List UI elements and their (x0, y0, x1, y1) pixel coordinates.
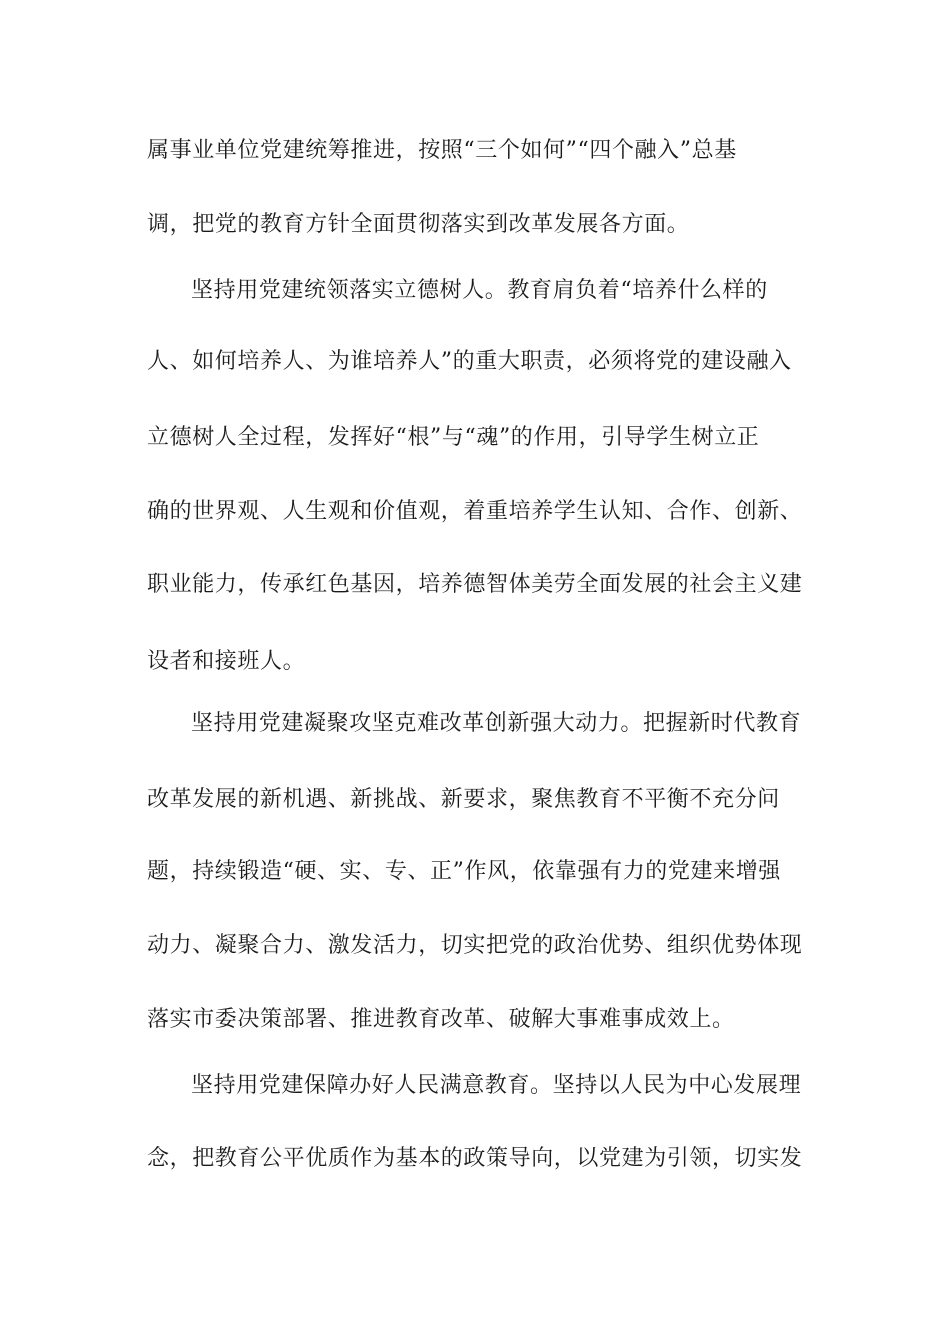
paragraph-start-line: 坚持用党建凝聚攻坚克难改革创新强大动力。把握新时代教育 (191, 711, 802, 736)
paragraph-start-line: 坚持用党建统领落实立德树人。教育肩负着“培养什么样的 (191, 278, 768, 303)
text-line: 确的世界观、人生观和价值观，着重培养学生认知、合作、创新、 (147, 499, 803, 524)
text-line: 人、如何培养人、为谁培养人”的重大职责，必须将党的建设融入 (147, 349, 792, 374)
text-line: 属事业单位党建统筹推进，按照“三个如何”“四个融入”总基 (147, 138, 737, 163)
text-line: 职业能力，传承红色基因，培养德智体美劳全面发展的社会主义建 (147, 572, 803, 597)
text-line: 题，持续锻造“硬、实、专、正”作风，依靠强有力的党建来增强 (147, 859, 781, 884)
text-line: 念，把教育公平优质作为基本的政策导向，以党建为引领，切实发 (147, 1146, 803, 1171)
paragraph-start-line: 坚持用党建保障办好人民满意教育。坚持以人民为中心发展理 (191, 1073, 802, 1098)
text-line: 动力、凝聚合力、激发活力，切实把党的政治优势、组织优势体现 (147, 933, 803, 958)
text-line: 落实市委决策部署、推进教育改革、破解大事难事成效上。 (147, 1007, 735, 1032)
text-line: 调，把党的教育方针全面贯彻落实到改革发展各方面。 (147, 212, 690, 237)
text-line: 立德树人全过程，发挥好“根”与“魂”的作用，引导学生树立正 (147, 425, 760, 450)
text-line: 设者和接班人。 (147, 649, 306, 674)
text-line: 改革发展的新机遇、新挑战、新要求，聚焦教育不平衡不充分问 (147, 787, 780, 812)
